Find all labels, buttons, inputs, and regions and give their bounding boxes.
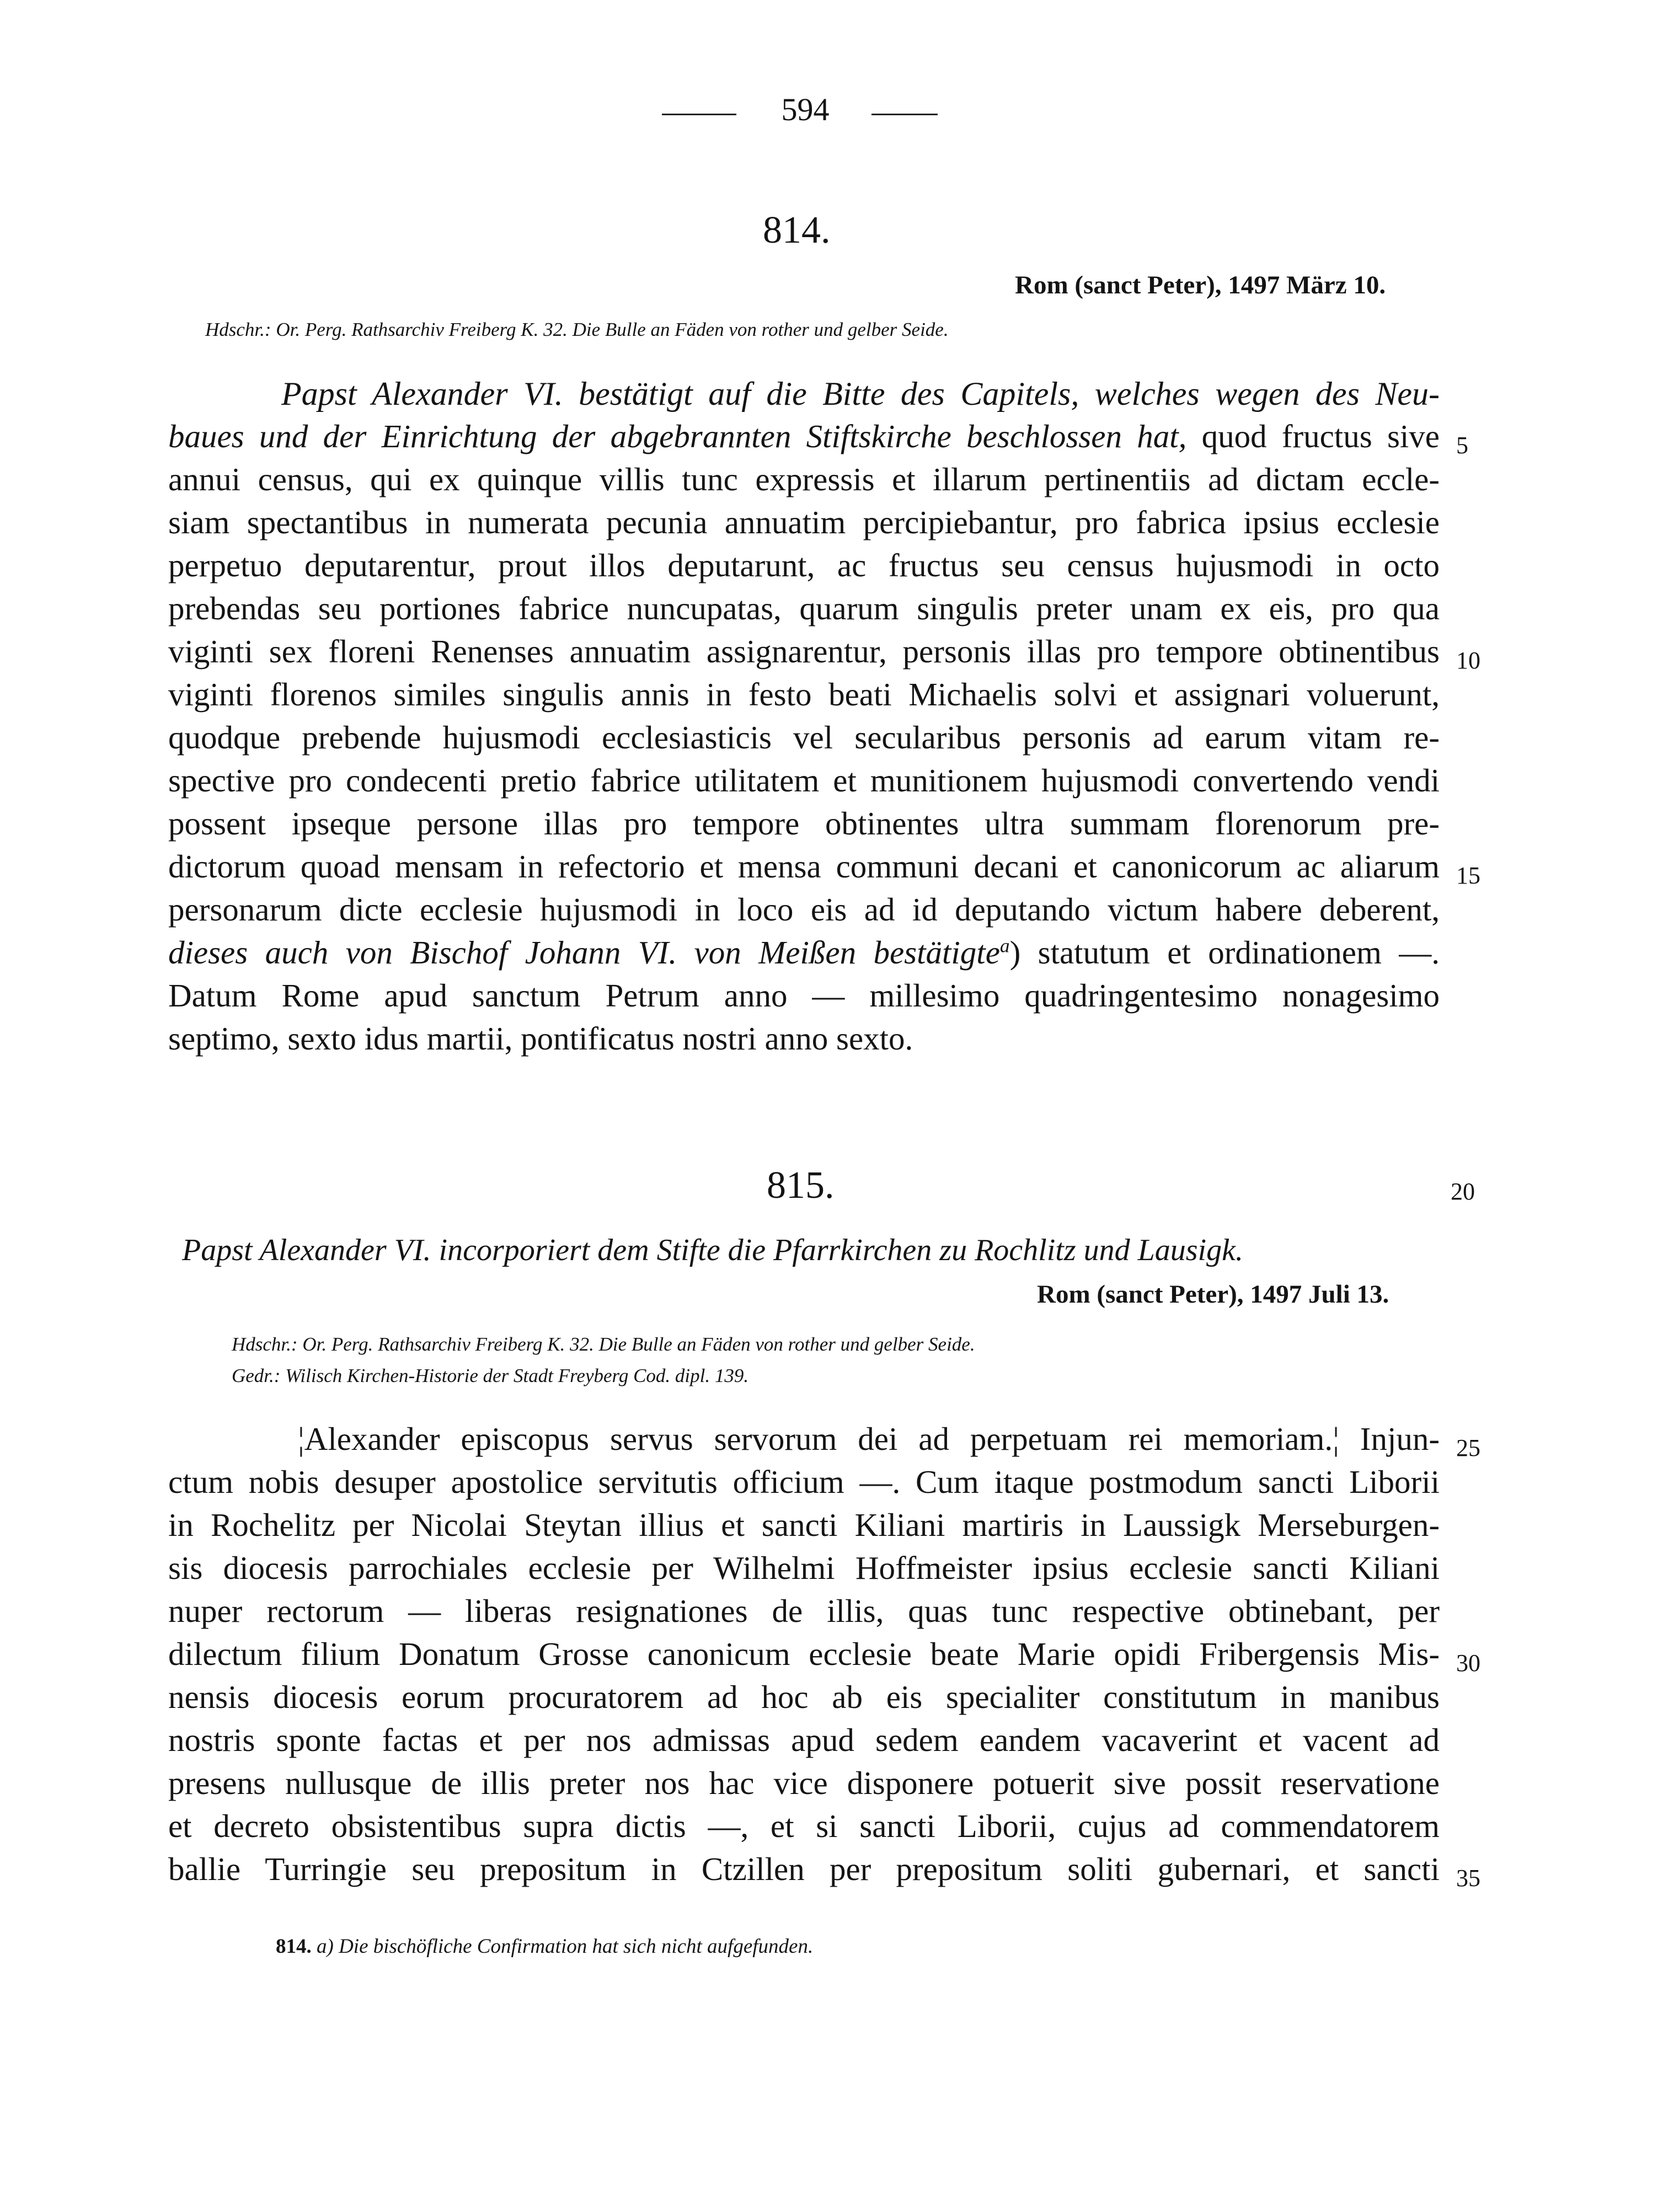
footnote-text: a) Die bischöfliche Confirmation hat sich nicht aufgefunden. — [311, 1935, 814, 1958]
text-line-815-9: presens nullusque de illis preter nos hac vice disponere potuerit sive possit reservatione — [168, 1765, 1440, 1801]
text-line-814-9: quodque prebende hujusmodi ecclesiasticis vel secularibus personis ad earum vitam re- — [168, 719, 1440, 756]
document-number-815: 815. — [767, 1164, 835, 1207]
text-line-814-12: dictorum quoad mensam in refectorio et mensa communi decani et canonicorum ac aliarum — [168, 848, 1440, 885]
text-line-814-11: possent ipseque persone illas pro tempore obtinentes ultra summam florenorum pre- — [168, 805, 1440, 842]
text-line-814-5: perpetuo deputarentur, prout illos deputarunt, ac fructus seu census hujusmodi in octo — [168, 547, 1440, 583]
text-line-814-14-latin: ) statutum et ordinationem —. — [1009, 934, 1440, 971]
text-line-815-3: in Rochelitz per Nicolai Steytan illius et sancti Kiliani martiris in Laussigk Merseburgen- — [168, 1507, 1440, 1543]
text-line-815-8: nostris sponte factas et per nos admissas apud sedem eandem vacaverint et vacent ad — [168, 1722, 1440, 1758]
text-line-814-3: annui census, qui ex quinque villis tunc expressis et illarum pertinentiis ad dictam eccle- — [168, 461, 1440, 497]
line-number-20: 20 — [1451, 1178, 1475, 1205]
source-note-815-manuscript: Hdschr.: Or. Perg. Rathsarchiv Freiberg K. 32. Die Bulle an Fäden von rother und gelber Seide. — [232, 1333, 975, 1355]
line-number-25: 25 — [1456, 1434, 1480, 1461]
document-number-814: 814. — [763, 209, 831, 251]
text-line-814-8: viginti florenos similes singulis annis in festo beati Michaelis solvi et assignari voluerunt, — [168, 676, 1440, 713]
text-line-814-10: spective pro condecenti pretio fabrice utilitatem et munitionem hujusmodi convertendo vendi — [168, 762, 1440, 799]
text-line-815-1: ¦Alexander episcopus servus servorum dei ad perpetuam rei memoriam.¦ Injun- — [298, 1421, 1440, 1457]
text-line-814-4: siam spectantibus in numerata pecunia annuatim percipiebantur, pro fabrica ipsius ecclesie — [168, 504, 1440, 540]
regest-line-2-latin: quod fructus sive — [1186, 418, 1440, 454]
text-line-814-7: viginti sex floreni Renenses annuatim assignarentur, personis illas pro tempore obtinentibus — [168, 633, 1440, 670]
text-line-814-14 — [168, 934, 1440, 972]
line-number-5: 5 — [1456, 432, 1468, 459]
line-number-30: 30 — [1456, 1649, 1480, 1677]
regest-line-2 — [168, 417, 1440, 456]
text-line-815-11: ballie Turringie seu prepositum in Ctzillen per prepositum soliti gubernari, et sancti — [168, 1851, 1440, 1887]
text-line-815-7: nensis diocesis eorum procuratorem ad hoc ab eis specialiter constitutum in manibus — [168, 1679, 1440, 1715]
dateline-815: Rom (sanct Peter), 1497 Juli 13. — [1037, 1280, 1389, 1309]
line-number-10: 10 — [1456, 647, 1480, 674]
line-number-35: 35 — [1456, 1865, 1480, 1892]
source-note-814: Hdschr.: Or. Perg. Rathsarchiv Freiberg K. 32. Die Bulle an Fäden von rother und gelber Seide. — [205, 319, 949, 340]
regest-line-2-italic: baues und der Einrichtung der abgebrannten Stiftskirche beschlossen hat, — [168, 418, 1187, 454]
text-line-815-10: et decreto obsistentibus supra dictis —, et si sancti Liborii, cujus ad commendatorem — [168, 1808, 1440, 1844]
footnote-marker-a: a — [999, 934, 1010, 957]
text-line-815-2: ctum nobis desuper apostolice servitutis officium —. Cum itaque postmodum sancti Liborii — [168, 1464, 1440, 1500]
text-line-814-13: personarum dicte ecclesie hujusmodi in loco eis ad id deputando victum habere deberent, — [168, 891, 1440, 928]
text-line-814-16: septimo, sexto idus martii, pontificatus nostri anno sexto. — [168, 1020, 913, 1057]
line-number-15: 15 — [1456, 862, 1480, 889]
source-note-815-print: Gedr.: Wilisch Kirchen-Historie der Stadt Freyberg Cod. dipl. 139. — [232, 1365, 749, 1386]
regest-815: Papst Alexander VI. incorporiert dem Stifte die Pfarrkirchen zu Rochlitz und Lausigk. — [182, 1233, 1243, 1267]
header-rule-right — [871, 114, 938, 115]
text-line-814-14-italic: dieses auch von Bischof Johann VI. von Meißen bestätigte — [168, 934, 1000, 971]
text-line-814-6: prebendas seu portiones fabrice nuncupatas, quarum singulis preter unam ex eis, pro qua — [168, 590, 1440, 626]
text-line-815-4: sis diocesis parrochiales ecclesie per Wilhelmi Hoffmeister ipsius ecclesie sancti Kiliani — [168, 1550, 1440, 1586]
footnote-814-a — [276, 1935, 813, 1958]
text-line-815-5: nuper rectorum — liberas resignationes de illis, quas tunc respective obtinebant, per — [168, 1593, 1440, 1629]
dateline-814: Rom (sanct Peter), 1497 März 10. — [1015, 271, 1386, 299]
text-line-815-6: dilectum filium Donatum Grosse canonicum ecclesie beate Marie opidi Fribergensis Mis- — [168, 1636, 1440, 1672]
regest-line-1: Papst Alexander VI. bestätigt auf die Bitte des Capitels, welches wegen des Neu- — [281, 376, 1440, 412]
page-number: 594 — [781, 92, 830, 127]
footnote-reference: 814. — [276, 1935, 312, 1958]
text-line-814-15: Datum Rome apud sanctum Petrum anno — millesimo quadringentesimo nonagesimo — [168, 977, 1440, 1014]
